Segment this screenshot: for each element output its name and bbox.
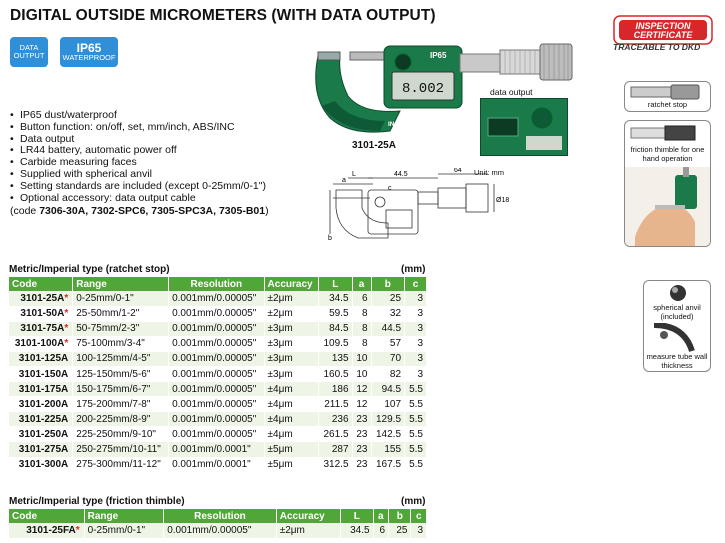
- range-cell: 100-125mm/4-5": [73, 351, 169, 366]
- c-cell: 5.5: [405, 397, 427, 412]
- spherical-anvil-image: [644, 281, 711, 303]
- accessory-prefix: (code: [10, 205, 40, 217]
- star-mark: *: [75, 524, 80, 536]
- resolution-cell: 0.001mm/0.00005": [169, 306, 264, 321]
- col-resolution: Resolution: [164, 509, 277, 523]
- a-cell: 23: [352, 457, 371, 472]
- accuracy-cell: ±4μm: [264, 397, 318, 412]
- a-cell: 23: [352, 412, 371, 427]
- b-cell: 25: [371, 291, 405, 306]
- measure-tube-image: [644, 323, 711, 353]
- code-cell: [9, 427, 73, 442]
- code-cell: [9, 321, 73, 336]
- a-cell: 12: [352, 397, 371, 412]
- brand-logo: INSIZE: [388, 121, 409, 128]
- range-cell: 225-250mm/9-10": [73, 427, 169, 442]
- code-cell: [9, 523, 84, 538]
- dim-64: 64: [454, 168, 462, 174]
- resolution-cell: 0.001mm/0.0001": [169, 442, 264, 457]
- b-cell: 94.5: [371, 382, 405, 397]
- range-cell: 0-25mm/0-1": [84, 523, 164, 538]
- data-output-port-photo: [480, 98, 568, 156]
- product-code: 3101-25A: [20, 292, 65, 304]
- star-mark: *: [64, 308, 69, 320]
- L-cell: 135: [319, 351, 353, 366]
- friction-thimble-panel: [624, 120, 711, 247]
- accuracy-cell: ±2μm: [264, 291, 318, 306]
- b-cell: 44.5: [371, 321, 405, 336]
- accuracy-cell: ±3μm: [264, 336, 318, 351]
- b-cell: 155: [371, 442, 405, 457]
- code-cell: [9, 382, 73, 397]
- accuracy-cell: ±3μm: [264, 366, 318, 381]
- lcd-display: 8.002: [401, 81, 445, 97]
- a-cell: 6: [352, 291, 371, 306]
- friction-thimble-image: [625, 121, 711, 145]
- range-cell: 25-50mm/1-2": [73, 306, 169, 321]
- L-cell: 287: [319, 442, 353, 457]
- dimension-drawing: [328, 168, 513, 248]
- resolution-cell: 0.001mm/0.00005": [169, 397, 264, 412]
- range-cell: 75-100mm/3-4": [73, 336, 169, 351]
- feature-item: • IP65 dust/waterproof: [10, 110, 340, 122]
- table-row: [9, 351, 427, 366]
- code-cell: [9, 366, 73, 381]
- c-cell: 3: [405, 351, 427, 366]
- a-cell: 23: [352, 442, 371, 457]
- table-row: [9, 336, 427, 351]
- resolution-cell: 0.001mm/0.0001": [169, 457, 264, 472]
- product-code: 3101-300A: [18, 459, 69, 471]
- col-code: Code: [9, 277, 73, 291]
- table-header-row: [9, 277, 427, 291]
- L-cell: 186: [319, 382, 353, 397]
- c-cell: 5.5: [405, 457, 427, 472]
- b-cell: 142.5: [371, 427, 405, 442]
- col-c: c: [411, 509, 427, 523]
- col-accuracy: Accuracy: [264, 277, 318, 291]
- product-code: 3101-275A: [18, 443, 69, 455]
- L-cell: 59.5: [319, 306, 353, 321]
- range-cell: 0-25mm/0-1": [73, 291, 169, 306]
- spherical-anvil-panel: [643, 280, 711, 372]
- b-cell: 129.5: [371, 412, 405, 427]
- table-row: [9, 321, 427, 336]
- resolution-cell: 0.001mm/0.00005": [169, 336, 264, 351]
- table1-unit: (mm): [401, 264, 426, 275]
- resolution-cell: 0.001mm/0.00005": [169, 382, 264, 397]
- resolution-cell: 0.001mm/0.00005": [169, 351, 264, 366]
- c-cell: 5.5: [405, 382, 427, 397]
- table-row: [9, 427, 427, 442]
- feature-item: • Setting standards are included (except 0-25mm/0-1"): [10, 181, 340, 193]
- accessory-code-list: 7306-30A, 7302-SPC6, 7305-SPC3A, 7305-B01: [39, 205, 266, 217]
- dim-L: L: [352, 171, 356, 178]
- feature-item: • Optional accessory: data output cable: [10, 193, 340, 205]
- col-b: b: [389, 509, 411, 523]
- col-resolution: Resolution: [169, 277, 264, 291]
- feature-list: [10, 110, 340, 204]
- product-code: 3101-25FA: [26, 524, 76, 536]
- table-row: [9, 366, 427, 381]
- col-L: L: [340, 509, 373, 523]
- table-header-row: [9, 509, 427, 523]
- col-range: Range: [84, 509, 164, 523]
- table2-unit: (mm): [401, 496, 426, 507]
- b-cell: 32: [371, 306, 405, 321]
- col-code: Code: [9, 509, 84, 523]
- c-cell: 3: [411, 523, 427, 538]
- resolution-cell: 0.001mm/0.00005": [169, 412, 264, 427]
- accuracy-cell: ±2μm: [276, 523, 340, 538]
- c-cell: 3: [405, 321, 427, 336]
- badge-line: IP65: [76, 40, 102, 55]
- product-code: 3101-150A: [18, 368, 69, 380]
- col-b: b: [371, 277, 405, 291]
- table-row: [9, 397, 427, 412]
- feature-item: • Carbide measuring faces: [10, 157, 340, 169]
- L-cell: 34.5: [340, 523, 373, 538]
- spherical-anvil-caption: spherical anvil (included): [653, 303, 701, 321]
- accuracy-cell: ±5μm: [264, 457, 318, 472]
- friction-thimble-caption: friction thimble for one hand operation: [630, 145, 705, 163]
- range-cell: 200-225mm/8-9": [73, 412, 169, 427]
- code-cell: [9, 397, 73, 412]
- model-label: 3101-25A: [352, 140, 396, 151]
- ip65-badge: [60, 37, 118, 67]
- accuracy-cell: ±4μm: [264, 427, 318, 442]
- L-cell: 34.5: [319, 291, 353, 306]
- dim-b: b: [328, 235, 332, 242]
- c-cell: 3: [405, 291, 427, 306]
- measure-tube-caption: measure tube wall thickness: [646, 352, 708, 370]
- product-code: 3101-100A: [14, 338, 65, 350]
- star-mark: *: [64, 338, 69, 350]
- product-code: 3101-175A: [18, 383, 69, 395]
- a-cell: 8: [352, 336, 371, 351]
- code-cell: [9, 442, 73, 457]
- badge-line: DATA: [19, 43, 39, 53]
- col-a: a: [352, 277, 371, 291]
- b-cell: 25: [389, 523, 411, 538]
- table-row: [9, 412, 427, 427]
- feature-item: • Supplied with spherical anvil: [10, 169, 340, 181]
- code-cell: [9, 291, 73, 306]
- product-code: 3101-225A: [18, 413, 69, 425]
- badge-line: WATERPROOF: [62, 53, 116, 63]
- range-cell: 150-175mm/6-7": [73, 382, 169, 397]
- dim-phi18: Ø18: [496, 197, 510, 204]
- table2-title: Metric/Imperial type (friction thimble): [9, 496, 185, 507]
- c-cell: 3: [405, 306, 427, 321]
- table1-title: Metric/Imperial type (ratchet stop): [9, 264, 170, 275]
- star-mark: *: [64, 292, 69, 304]
- c-cell: 3: [405, 336, 427, 351]
- product-code: 3101-125A: [18, 353, 69, 365]
- table-row: [9, 382, 427, 397]
- dim-a: a: [342, 177, 346, 184]
- accuracy-cell: ±4μm: [264, 412, 318, 427]
- L-cell: 211.5: [319, 397, 353, 412]
- ip-label: IP65: [430, 51, 447, 60]
- product-code: 3101-250A: [18, 428, 69, 440]
- ratchet-stop-image: [625, 82, 711, 102]
- code-cell: [9, 457, 73, 472]
- a-cell: 8: [352, 306, 371, 321]
- feature-item: • Data output: [10, 134, 340, 146]
- b-cell: 57: [371, 336, 405, 351]
- b-cell: 82: [371, 366, 405, 381]
- range-cell: 175-200mm/7-8": [73, 397, 169, 412]
- range-cell: 275-300mm/11-12": [73, 457, 169, 472]
- a-cell: 23: [352, 427, 371, 442]
- accuracy-cell: ±3μm: [264, 321, 318, 336]
- product-code: 3101-50A: [20, 308, 65, 320]
- resolution-cell: 0.001mm/0.00005": [169, 321, 264, 336]
- a-cell: 6: [373, 523, 389, 538]
- accuracy-cell: ±4μm: [264, 382, 318, 397]
- b-cell: 70: [371, 351, 405, 366]
- resolution-cell: 0.001mm/0.00005": [169, 427, 264, 442]
- L-cell: 261.5: [319, 427, 353, 442]
- data-output-badge: [10, 37, 48, 67]
- table-row: [9, 291, 427, 306]
- accessory-suffix: ): [265, 205, 269, 217]
- dim-44-5: 44.5: [394, 171, 408, 178]
- product-code: 3101-75A: [20, 323, 65, 335]
- accuracy-cell: ±5μm: [264, 442, 318, 457]
- cert-line2: CERTIFICATE: [633, 30, 693, 40]
- inspection-certificate-logo: [613, 15, 713, 45]
- col-L: L: [319, 277, 353, 291]
- range-cell: 250-275mm/10-11": [73, 442, 169, 457]
- data-output-label: data output: [490, 87, 533, 97]
- accuracy-cell: ±2μm: [264, 306, 318, 321]
- range-cell: 50-75mm/2-3": [73, 321, 169, 336]
- col-accuracy: Accuracy: [276, 509, 340, 523]
- ratchet-stop-panel: [624, 81, 711, 112]
- col-a: a: [373, 509, 389, 523]
- dim-c: c: [388, 185, 392, 192]
- resolution-cell: 0.001mm/0.00005": [169, 291, 264, 306]
- a-cell: 10: [352, 366, 371, 381]
- unit-label: Unit: mm: [474, 168, 504, 177]
- a-cell: 12: [352, 382, 371, 397]
- table-row: [9, 457, 427, 472]
- table-row: [9, 523, 427, 538]
- L-cell: 236: [319, 412, 353, 427]
- code-cell: [9, 351, 73, 366]
- c-cell: 5.5: [405, 442, 427, 457]
- L-cell: 160.5: [319, 366, 353, 381]
- resolution-cell: 0.001mm/0.00005": [169, 366, 264, 381]
- traceable-text: TRACEABLE TO DKD: [613, 42, 701, 52]
- col-c: c: [405, 277, 427, 291]
- table-row: [9, 306, 427, 321]
- code-cell: [9, 336, 73, 351]
- accuracy-cell: ±3μm: [264, 351, 318, 366]
- c-cell: 5.5: [405, 412, 427, 427]
- code-cell: [9, 412, 73, 427]
- a-cell: 10: [352, 351, 371, 366]
- L-cell: 109.5: [319, 336, 353, 351]
- ratchet-stop-caption: ratchet stop: [647, 100, 688, 109]
- L-cell: 312.5: [319, 457, 353, 472]
- b-cell: 167.5: [371, 457, 405, 472]
- accessory-codes: [10, 205, 269, 217]
- a-cell: 8: [352, 321, 371, 336]
- table-row: [9, 442, 427, 457]
- c-cell: 5.5: [405, 427, 427, 442]
- badge-line: OUTPUT: [13, 51, 45, 60]
- L-cell: 84.5: [319, 321, 353, 336]
- feature-item: • LR44 battery, automatic power off: [10, 145, 340, 157]
- friction-thimble-table: [9, 509, 427, 539]
- product-code: 3101-200A: [18, 398, 69, 410]
- feature-item: • Button function: on/off, set, mm/inch, ABS/INC: [10, 122, 340, 134]
- range-cell: 125-150mm/5-6": [73, 366, 169, 381]
- code-cell: [9, 306, 73, 321]
- col-range: Range: [73, 277, 169, 291]
- star-mark: *: [64, 323, 69, 335]
- c-cell: 3: [405, 366, 427, 381]
- page-title: DIGITAL OUTSIDE MICROMETERS (WITH DATA OUTPUT): [10, 7, 436, 24]
- cert-line1: INSPECTION: [635, 21, 691, 31]
- b-cell: 107: [371, 397, 405, 412]
- ratchet-stop-table: [9, 277, 427, 473]
- one-hand-operation-image: [625, 167, 711, 247]
- resolution-cell: 0.001mm/0.00005": [164, 523, 277, 538]
